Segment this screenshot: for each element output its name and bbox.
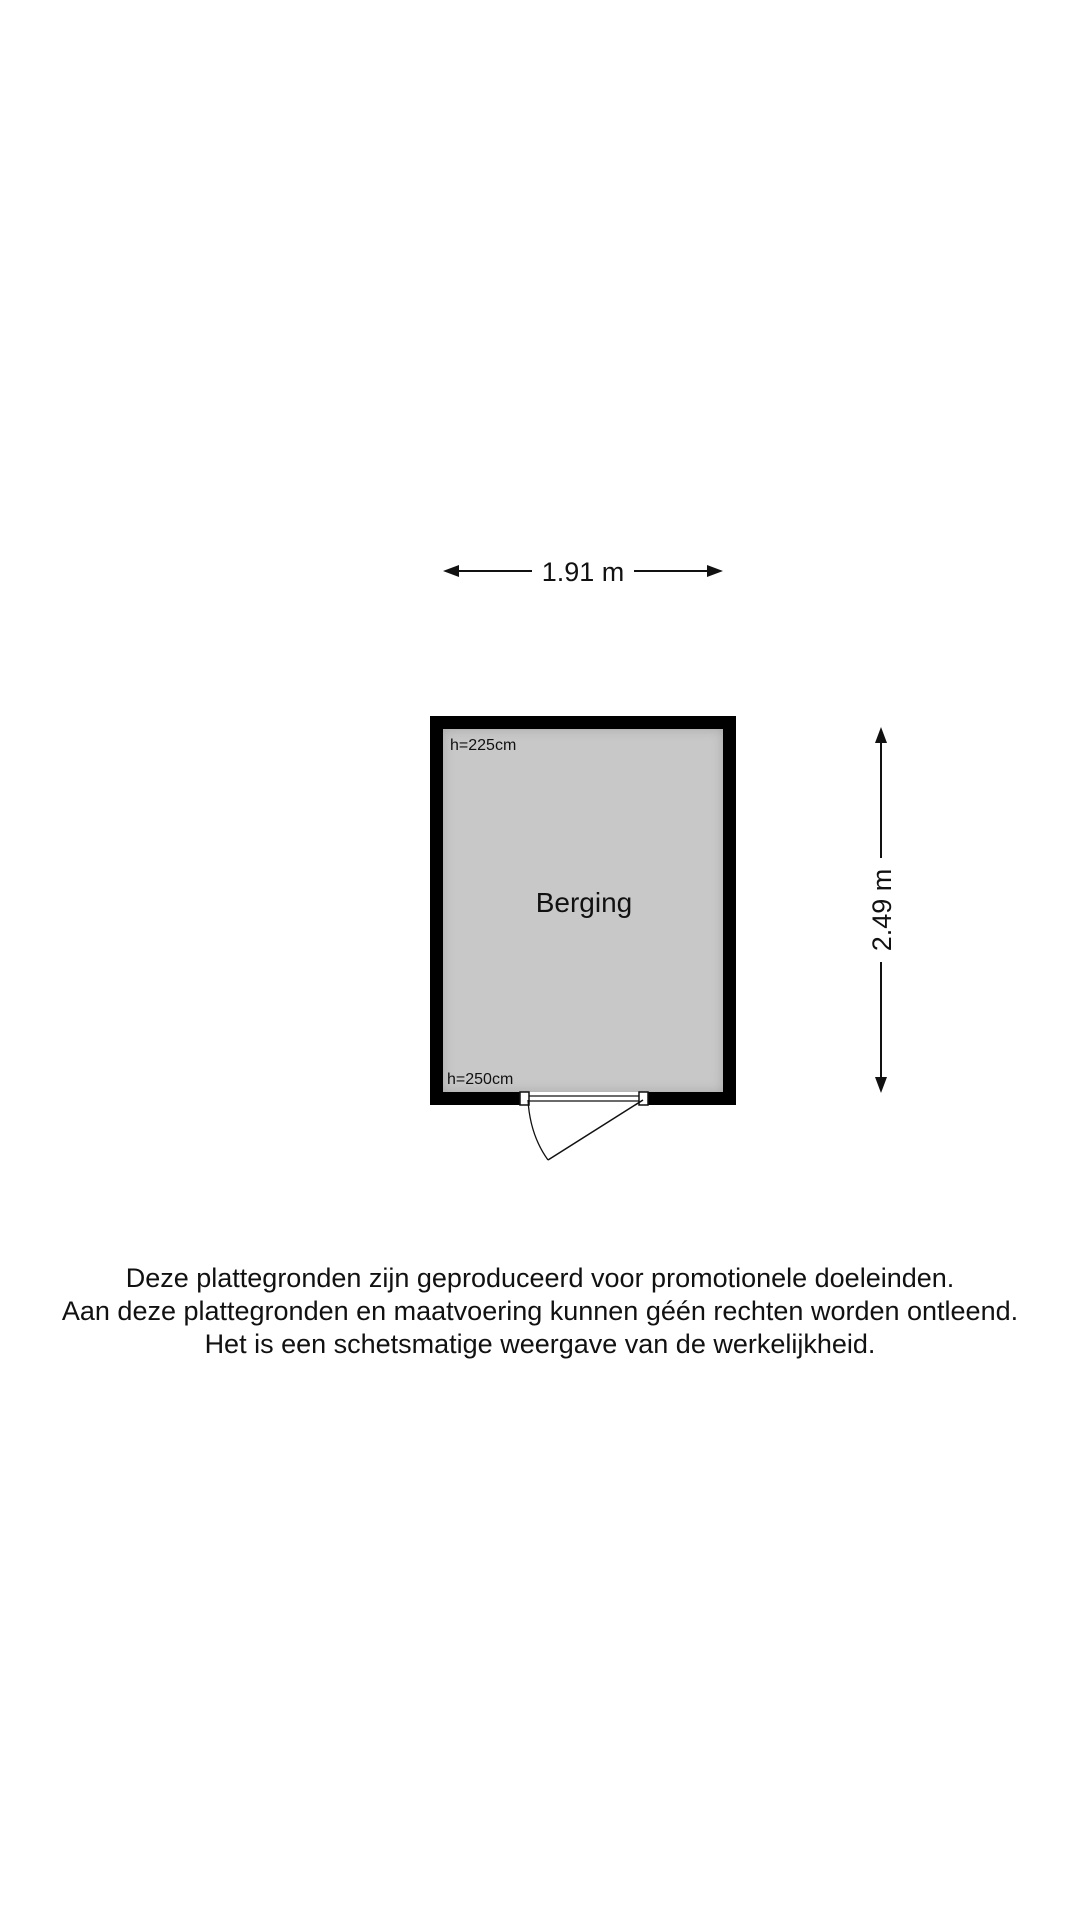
ceiling-height-bottom-label: h=250cm bbox=[447, 1071, 514, 1088]
room-berging bbox=[430, 716, 736, 1160]
width-label: 1.91 m bbox=[541, 557, 625, 587]
arrow-left-icon bbox=[443, 565, 459, 577]
disclaimer-line-2: Aan deze plattegronden en maatvoering kunnen géén rechten worden ontleend. bbox=[61, 1296, 1019, 1326]
depth-dimension bbox=[867, 727, 897, 1093]
door-opening bbox=[520, 1092, 648, 1105]
arrow-up-icon bbox=[875, 727, 887, 743]
arrow-down-icon bbox=[875, 1077, 887, 1093]
disclaimer-line-3: Het is een schetsmatige weergave van de werkelijkheid. bbox=[204, 1329, 876, 1359]
door-swing-icon bbox=[520, 1092, 648, 1160]
disclaimer bbox=[0, 1262, 1080, 1361]
ceiling-height-top-label: h=225cm bbox=[450, 737, 517, 754]
door-swing-arc bbox=[528, 1100, 548, 1160]
door-frame-right bbox=[639, 1092, 648, 1105]
arrow-right-icon bbox=[707, 565, 723, 577]
room-name-label: Berging bbox=[535, 887, 633, 918]
door-leaf bbox=[548, 1100, 643, 1160]
width-dimension bbox=[443, 557, 723, 587]
disclaimer-line-1: Deze plattegronden zijn geproduceerd voor promotionele doeleinden. bbox=[125, 1263, 955, 1293]
depth-label: 2.49 m bbox=[867, 868, 897, 952]
